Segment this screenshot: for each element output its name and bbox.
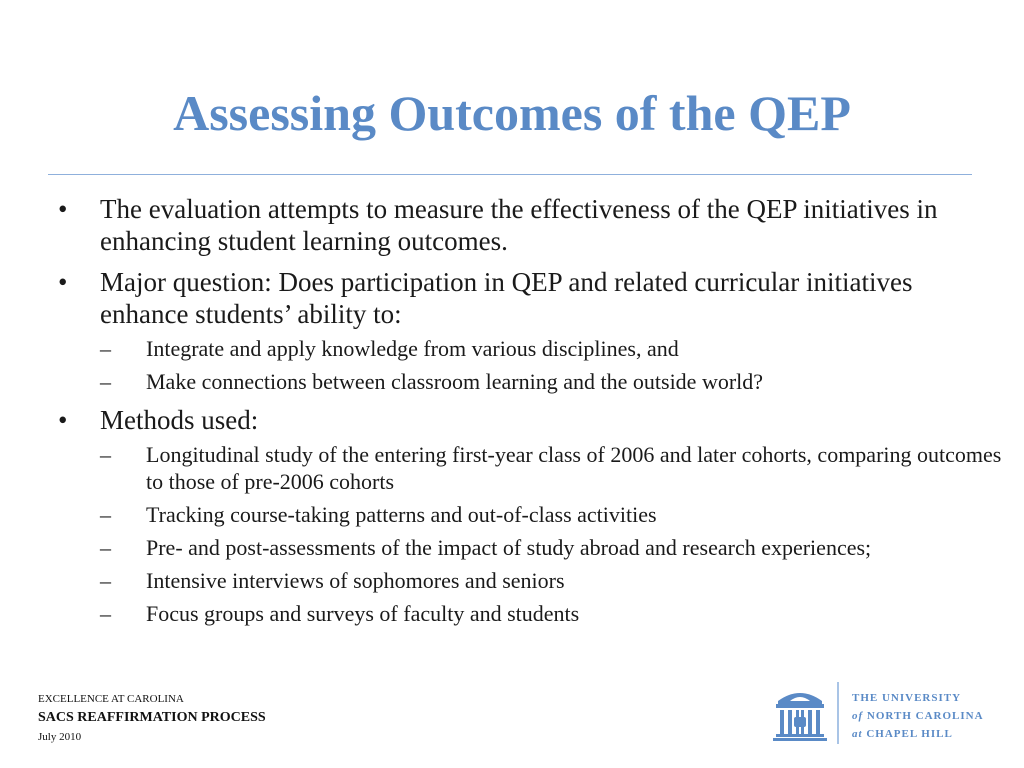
sub-bullet-marker: – bbox=[100, 568, 111, 593]
bullet-list bbox=[58, 193, 1002, 636]
sub-bullet-marker: – bbox=[100, 336, 111, 361]
bullet-item bbox=[58, 404, 1002, 627]
bullet-text: Methods used: bbox=[100, 405, 259, 435]
sub-bullet-list bbox=[100, 335, 958, 395]
sub-bullet-item bbox=[100, 441, 1004, 495]
sub-bullet-item bbox=[100, 534, 1004, 561]
sub-bullet-text: Integrate and apply knowledge from various disciplines, and bbox=[146, 336, 679, 361]
sub-bullet-marker: – bbox=[100, 369, 111, 394]
sub-bullet-item bbox=[100, 567, 1004, 594]
footer-line-1: EXCELLENCE AT CAROLINA bbox=[38, 693, 184, 705]
logo-divider bbox=[837, 682, 839, 744]
title-divider bbox=[48, 174, 972, 175]
bullet-text: Major question: Does participation in QEP and related curricular initiatives enhance students’ ability to: bbox=[100, 267, 913, 329]
logo-line-1: THE UNIVERSITY bbox=[852, 692, 962, 704]
bullet-item bbox=[58, 193, 958, 257]
bullet-item bbox=[58, 266, 958, 395]
sub-bullet-text: Make connections between classroom learning and the outside world? bbox=[146, 369, 764, 394]
logo-line-3: at CHAPEL HILL bbox=[852, 728, 953, 740]
sub-bullet-item bbox=[100, 368, 1004, 395]
logo-line-2: of NORTH CAROLINA bbox=[852, 710, 984, 722]
sub-bullet-item bbox=[100, 501, 1004, 528]
sub-bullet-text: Focus groups and surveys of faculty and students bbox=[146, 601, 580, 626]
sub-bullet-text: Intensive interviews of sophomores and seniors bbox=[146, 568, 565, 593]
footer-date: July 2010 bbox=[38, 731, 82, 743]
sub-bullet-marker: – bbox=[100, 601, 111, 626]
sub-bullet-text: Pre- and post-assessments of the impact of study abroad and research experiences; bbox=[146, 535, 872, 560]
sub-bullet-marker: – bbox=[100, 535, 111, 560]
footer-line-2: SACS REAFFIRMATION PROCESS bbox=[38, 710, 266, 725]
slide-title: Assessing Outcomes of the QEP bbox=[173, 85, 851, 141]
bullet-marker: • bbox=[58, 405, 68, 435]
sub-bullet-list bbox=[100, 441, 1002, 627]
sub-bullet-item bbox=[100, 335, 1004, 362]
bullet-marker: • bbox=[58, 267, 68, 297]
bullet-marker: • bbox=[58, 194, 68, 224]
university-logo-text bbox=[852, 689, 984, 743]
bullet-text: The evaluation attempts to measure the effectiveness of the QEP initiatives in enhancing student learning outcomes. bbox=[100, 194, 938, 256]
sub-bullet-text: Longitudinal study of the entering first-year class of 2006 and later cohorts, comparing outcomes to those of pre-2006 cohorts bbox=[146, 442, 1002, 494]
slide-footer bbox=[38, 692, 266, 744]
sub-bullet-text: Tracking course-taking patterns and out-of-class activities bbox=[146, 502, 657, 527]
sub-bullet-marker: – bbox=[100, 502, 111, 527]
sub-bullet-item bbox=[100, 600, 1004, 627]
sub-bullet-marker: – bbox=[100, 442, 111, 467]
old-well-icon bbox=[770, 683, 830, 743]
